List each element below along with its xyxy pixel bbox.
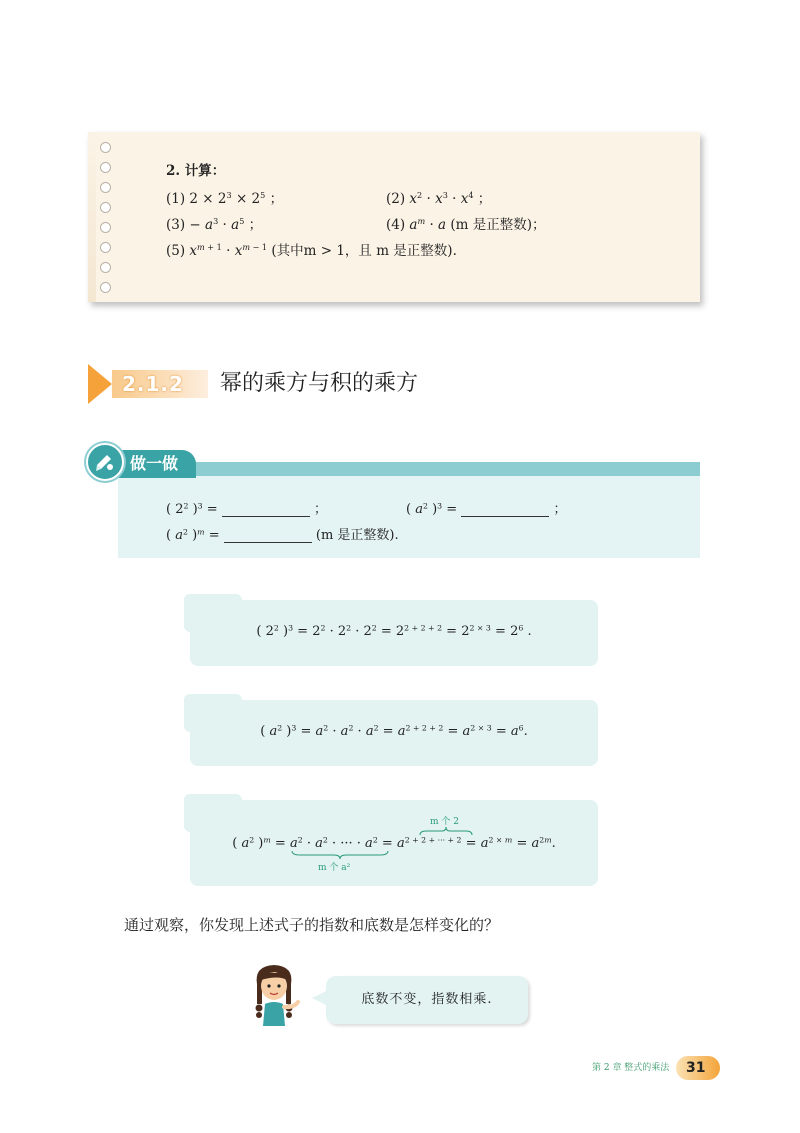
answer-blank[interactable]	[461, 504, 549, 517]
answer-blank[interactable]	[224, 530, 312, 543]
exercise-item-1: (1) $2 \times 2^3 \times 2^5$ ；	[166, 190, 284, 207]
answer-blank[interactable]	[222, 504, 310, 517]
activity-line-1a: ( $2^2$ )$^3$ = ；	[166, 501, 327, 517]
section-title: 幂的乘方与积的乘方	[220, 371, 419, 396]
student-girl-icon	[244, 962, 306, 1026]
question-text: 通过观察，你发现上述式子的指数和底数是怎样变化的？	[124, 916, 500, 934]
section-number: 2.1.2	[122, 372, 184, 396]
activity-box	[118, 476, 700, 558]
activity-label: 做一做	[130, 454, 179, 473]
exercise-item-3: $(3) - a^3 \cdot a^5$ ；	[166, 216, 263, 233]
binder-ring-icon	[100, 262, 111, 273]
binder-ring-icon	[100, 162, 111, 173]
formula-2: ( $a^2$ )$^3 = a^2 \cdot a^2 \cdot a^2 = a^{2 + 2 + 2} = a^{2 \times 3} = a^6$.	[260, 723, 528, 739]
overbrace-label: m 个 2	[430, 817, 459, 827]
binder-ring-icon	[100, 202, 111, 213]
exercise-item-4: (4) $a^m \cdot a$ (m 是正整数)；	[386, 216, 546, 233]
activity-line-1b: ( $a^2$ )$^3$ = ；	[406, 501, 567, 517]
activity-line-2: ( $a^2$ )$^m$ = (m 是正整数).	[166, 527, 399, 543]
exercise-item-2: (2) $x^2 \cdot x^3 \cdot x^4$ ；	[386, 190, 492, 207]
section-arrow-icon	[88, 364, 112, 404]
binder-ring-icon	[100, 222, 111, 233]
activity-header-bar	[120, 462, 700, 476]
pencil-hand-icon	[86, 443, 124, 481]
formula-1: ( $2^2$ )$^3 = 2^2 \cdot 2^2 \cdot 2^2 = 2^{2 + 2 + 2} = 2^{2 \times 3} = 2^6$ .	[256, 623, 532, 639]
binder-ring-icon	[100, 182, 111, 193]
formula-box-2	[190, 700, 598, 766]
exercise-card	[88, 132, 700, 302]
formula-3: ( $a^2$ )$^m = a^2 \cdot a^2$ · ··· · $a^2 = a^{2 + 2 + \cdot\cdot\cdot + 2} = a^{2 \times m} = a^{2m}$.	[232, 835, 556, 851]
binder-ring-icon	[100, 142, 111, 153]
underbrace-icon	[290, 850, 390, 860]
binder-ring-icon	[100, 282, 111, 293]
binder-ring-icon	[100, 242, 111, 253]
formula-box-3	[190, 800, 598, 886]
exercise-item-5: (5) $x^{m + 1} \cdot x^{m - 1}$ (其中m > 1，且 m 是正整数).	[166, 242, 457, 259]
speech-bubble-text: 底数不变，指数相乘.	[361, 992, 493, 1007]
exercise-title: 2. 计算：	[166, 163, 226, 179]
overbrace-icon	[418, 826, 474, 836]
page-number: 31	[686, 1060, 706, 1076]
formula-box-1	[190, 600, 598, 666]
footer-chapter: 第 2 章 整式的乘法	[592, 1063, 670, 1073]
underbrace-label: m 个 a²	[318, 863, 351, 873]
